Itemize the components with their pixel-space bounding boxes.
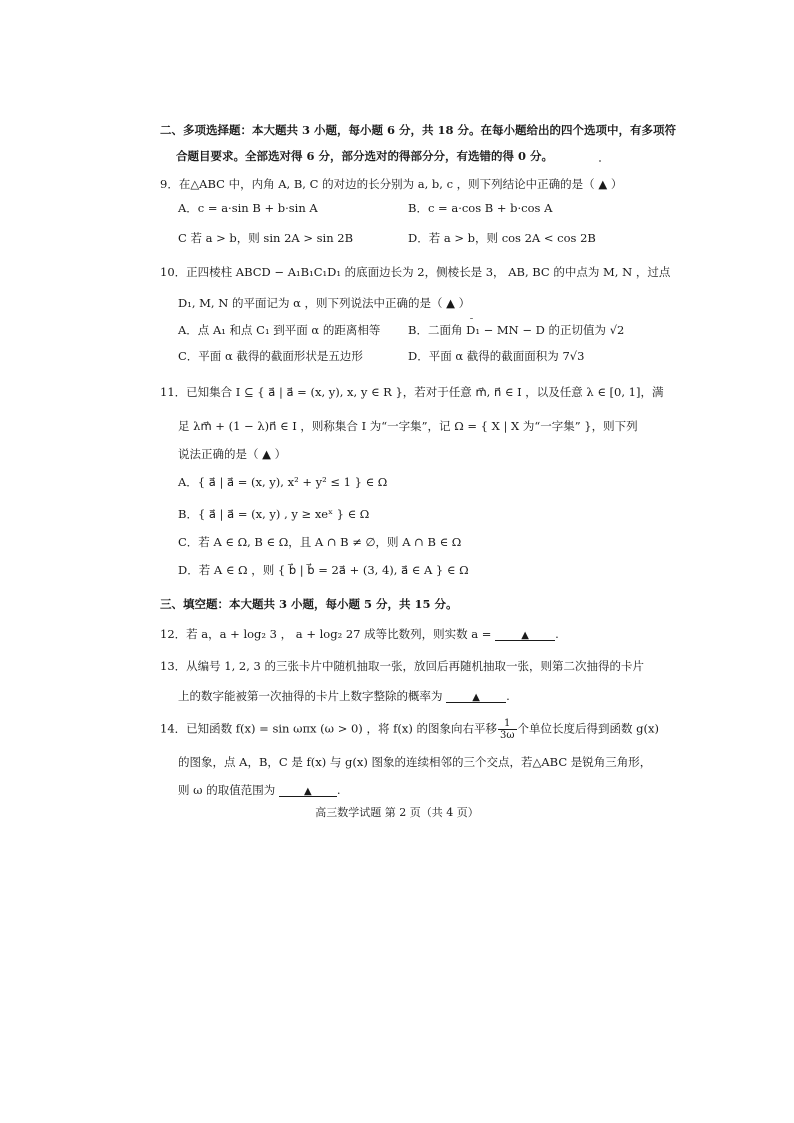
q14-line xyxy=(160,718,659,741)
page-footer: 高三数学试题 第 2 页（共 4 页） xyxy=(315,806,479,819)
q9-option-c: C 若 a > b，则 sin 2A > sin 2B xyxy=(178,231,354,245)
section2-heading-cont: 合题目要求。全部选对得 6 分，部分选对的得部分分，有选错的得 0 分。 xyxy=(176,149,554,163)
q12-answer-blank[interactable] xyxy=(495,626,555,641)
scan-speck xyxy=(599,160,601,162)
q14-fraction-denominator: 3ω xyxy=(499,730,515,741)
q10-stem-cont: D₁, M, N 的平面记为 α ，则下列说法中正确的是（ ▲ ） xyxy=(178,296,471,310)
q14-line-2 xyxy=(178,782,341,798)
q13-answer-blank[interactable] xyxy=(446,688,506,703)
q11-stem-cont: 足 λm⃗ + (1 − λ)n⃗ ∈ I ，则称集合 I 为“一字集”，记 Ω = { X | X 为“一字集” }，则下列 xyxy=(178,419,638,433)
answer-marker-icon: ▲ xyxy=(304,786,312,797)
q9-stem: 9．在△ABC 中，内角 A, B, C 的对边的长分别为 a, b, c ，则下列结论中正确的是（ ▲ ） xyxy=(160,177,623,191)
q12-line xyxy=(160,626,559,642)
q9-option-d: D．若 a > b，则 cos 2A < cos 2B xyxy=(408,231,596,245)
q10-option-a: A．点 A₁ 和点 C₁ 到平面 α 的距离相等 xyxy=(178,323,381,337)
answer-marker-icon: ▲ xyxy=(521,630,529,641)
q10-option-d: D．平面 α 截得的截面面积为 7√3 xyxy=(408,349,585,363)
q14-stem-cont: 的图象，点 A，B，C 是 f(x) 与 g(x) 图象的连续相邻的三个交点，若△ABC 是锐角三角形， xyxy=(178,755,652,769)
q11-stem-cont2: 说法正确的是（ ▲ ） xyxy=(178,447,287,461)
q11-option-b: B．{ a⃗ | a⃗ = (x, y) , y ≥ xeˣ } ∈ Ω xyxy=(178,507,370,521)
section2-heading: 二、多项选择题：本大题共 3 小题，每小题 6 分，共 18 分。在每小题给出的四个选项中，有多项符 xyxy=(160,123,677,137)
q14-answer-blank[interactable] xyxy=(279,782,337,797)
q14-stem-b: 个单位长度后得到函数 g(x) xyxy=(517,721,659,736)
answer-marker-icon: ▲ xyxy=(472,692,480,703)
scan-speck xyxy=(470,318,473,319)
q11-option-c: C．若 A ∈ Ω, B ∈ Ω，且 A ∩ B ≠ ∅，则 A ∩ B ∈ Ω xyxy=(178,535,462,549)
q9-option-a: A．c = a·sin B + b·sin A xyxy=(178,201,318,215)
q14-fraction-numerator: 1 xyxy=(498,718,517,730)
q14-stem-cont2: 则 ω 的取值范围为 xyxy=(178,783,276,797)
q13-line xyxy=(178,688,510,704)
q11-option-a: A．{ a⃗ | a⃗ = (x, y), x² + y² ≤ 1 } ∈ Ω xyxy=(178,475,388,489)
q12-end: . xyxy=(555,627,559,641)
q14-stem-a: 14．已知函数 f(x) = sin ωπx (ω > 0) ，将 f(x) 的图象向右平移 xyxy=(160,721,497,736)
q9-option-b: B．c = a·cos B + b·cos A xyxy=(408,201,553,215)
section3-heading: 三、填空题：本大题共 3 小题，每小题 5 分，共 15 分。 xyxy=(160,597,458,611)
q13-stem-cont: 上的数字能被第一次抽得的卡片上数字整除的概率为 xyxy=(178,689,443,703)
q14-fraction xyxy=(498,718,517,741)
q12-stem: 12．若 a，a + log₂ 3 ， a + log₂ 27 成等比数列，则实数 a = xyxy=(160,627,492,641)
q14-end: . xyxy=(336,783,341,797)
q13-end: . xyxy=(506,689,510,703)
q13-stem: 13．从编号 1, 2, 3 的三张卡片中随机抽取一张，放回后再随机抽取一张，则第二次抽得的卡片 xyxy=(160,659,645,673)
q10-option-b: B．二面角 D₁ − MN − D 的正切值为 √2 xyxy=(408,323,625,337)
q11-stem: 11．已知集合 I ⊆ { a⃗ | a⃗ = (x, y), x, y ∈ R }，若对于任意 m⃗, n⃗ ∈ I ，以及任意 λ ∈ [0, 1]，满 xyxy=(160,385,664,399)
q10-stem: 10．正四棱柱 ABCD − A₁B₁C₁D₁ 的底面边长为 2，侧棱长是 3， AB, BC 的中点为 M, N ，过点 xyxy=(160,265,671,279)
q11-option-d: D．若 A ∈ Ω ，则 { b⃗ | b⃗ = 2a⃗ + (3, 4), a⃗ ∈ A } ∈ Ω xyxy=(178,563,469,577)
q10-option-c: C．平面 α 截得的截面形状是五边形 xyxy=(178,349,363,363)
